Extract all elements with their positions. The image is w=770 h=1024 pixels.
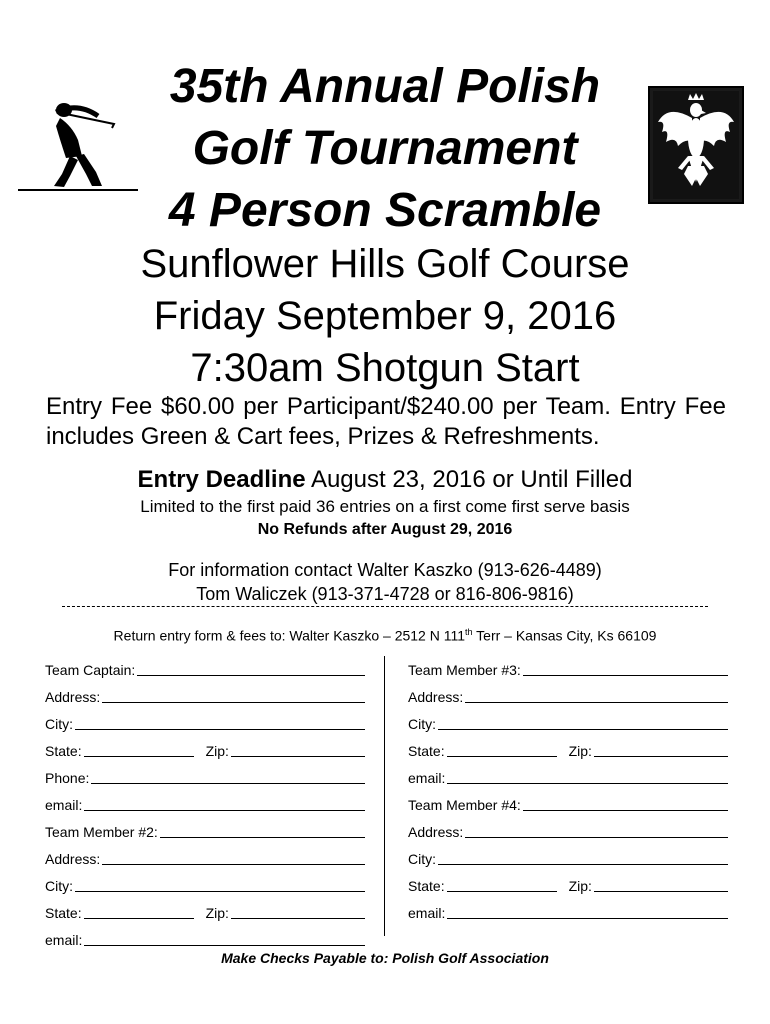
member4-city-line[interactable] xyxy=(438,848,728,865)
venue-line-3: 7:30am Shotgun Start xyxy=(190,346,580,390)
member3-email-label: email: xyxy=(408,770,446,786)
captain-email-field[interactable] xyxy=(45,789,365,816)
member3-address-field[interactable] xyxy=(408,681,728,708)
team-member-3-line[interactable] xyxy=(523,659,728,676)
member2-city-line[interactable] xyxy=(75,875,365,892)
member3-state-line[interactable] xyxy=(447,740,557,757)
member2-address-line[interactable] xyxy=(102,848,365,865)
deadline-text: August 23, 2016 or Until Filled xyxy=(305,466,633,493)
captain-city-field[interactable] xyxy=(45,708,365,735)
captain-address-line[interactable] xyxy=(102,686,365,703)
title-line-3: 4 Person Scramble xyxy=(168,184,602,237)
member4-city-label: City: xyxy=(408,851,436,867)
captain-state-line[interactable] xyxy=(84,740,194,757)
entry-fee-text: Entry Fee $60.00 per Participant/$240.00 per Team. Entry Fee includes Green & Cart fees, Prizes & Refreshments. xyxy=(46,393,726,450)
form-right-column xyxy=(408,654,728,924)
member4-state-label: State: xyxy=(408,878,445,894)
contact-info xyxy=(0,558,770,606)
member3-address-line[interactable] xyxy=(465,686,728,703)
member3-city-field[interactable] xyxy=(408,708,728,735)
captain-address-field[interactable] xyxy=(45,681,365,708)
team-member-4-label: Team Member #4: xyxy=(408,797,521,813)
member4-email-label: email: xyxy=(408,905,446,921)
no-refunds-text: No Refunds after August 29, 2016 xyxy=(257,521,513,538)
captain-city-line[interactable] xyxy=(75,713,365,730)
venue-block xyxy=(0,238,770,394)
member2-zip-label: Zip: xyxy=(205,905,229,921)
member3-email-line[interactable] xyxy=(447,767,728,784)
captain-zip-label: Zip: xyxy=(205,743,229,759)
member3-state-zip-field[interactable] xyxy=(408,735,728,762)
return-address xyxy=(0,622,770,646)
member3-zip-label: Zip: xyxy=(568,743,592,759)
return-superscript: th xyxy=(465,627,473,637)
team-member-2-field[interactable] xyxy=(45,816,365,843)
limited-entries-text: Limited to the first paid 36 entries on a first come first serve basis xyxy=(140,497,630,516)
title-line-1: 35th Annual Polish xyxy=(169,60,601,113)
contact-line-1: For information contact Walter Kaszko (913-626-4489) xyxy=(168,560,602,580)
member3-zip-line[interactable] xyxy=(594,740,728,757)
member4-zip-line[interactable] xyxy=(594,875,728,892)
team-captain-line[interactable] xyxy=(137,659,365,676)
member2-address-field[interactable] xyxy=(45,843,365,870)
member4-email-line[interactable] xyxy=(447,902,728,919)
make-checks-payable: Make Checks Payable to: Polish Golf Association xyxy=(221,950,549,966)
cut-line-divider xyxy=(62,606,708,607)
return-text-end: Terr – Kansas City, Ks 66109 xyxy=(472,627,657,644)
title-line-2: Golf Tournament xyxy=(192,122,578,175)
member2-address-label: Address: xyxy=(45,851,101,867)
team-member-2-line[interactable] xyxy=(160,821,365,838)
venue-line-2: Friday September 9, 2016 xyxy=(153,294,617,338)
member2-state-label: State: xyxy=(45,905,82,921)
return-text-start: Return entry form & fees to: Walter Kaszko – 2512 N 111 xyxy=(113,627,466,644)
member3-address-label: Address: xyxy=(408,689,464,705)
member4-email-field[interactable] xyxy=(408,897,728,924)
member4-state-line[interactable] xyxy=(447,875,557,892)
form-left-column xyxy=(45,654,365,951)
captain-phone-line[interactable] xyxy=(91,767,365,784)
member2-email-field[interactable] xyxy=(45,924,365,951)
team-member-4-field[interactable] xyxy=(408,789,728,816)
member4-city-field[interactable] xyxy=(408,843,728,870)
member4-address-line[interactable] xyxy=(465,821,728,838)
member2-city-label: City: xyxy=(45,878,73,894)
tournament-title xyxy=(0,56,770,242)
member3-city-line[interactable] xyxy=(438,713,728,730)
member3-state-label: State: xyxy=(408,743,445,759)
deadline-label: Entry Deadline xyxy=(137,466,306,493)
form-column-divider xyxy=(384,656,385,936)
member2-email-line[interactable] xyxy=(84,929,365,946)
member4-state-zip-field[interactable] xyxy=(408,870,728,897)
member2-zip-line[interactable] xyxy=(231,902,365,919)
entry-deadline xyxy=(0,465,770,495)
member2-city-field[interactable] xyxy=(45,870,365,897)
member3-email-field[interactable] xyxy=(408,762,728,789)
team-member-3-field[interactable] xyxy=(408,654,728,681)
member2-state-zip-field[interactable] xyxy=(45,897,365,924)
team-member-4-line[interactable] xyxy=(523,794,728,811)
contact-line-2: Tom Waliczek (913-371-4728 or 816-806-9816) xyxy=(196,584,574,604)
captain-city-label: City: xyxy=(45,716,73,732)
member4-address-field[interactable] xyxy=(408,816,728,843)
member4-address-label: Address: xyxy=(408,824,464,840)
captain-address-label: Address: xyxy=(45,689,101,705)
member2-state-line[interactable] xyxy=(84,902,194,919)
captain-state-zip-field[interactable] xyxy=(45,735,365,762)
venue-line-1: Sunflower Hills Golf Course xyxy=(140,242,630,286)
member4-zip-label: Zip: xyxy=(568,878,592,894)
team-member-3-label: Team Member #3: xyxy=(408,662,521,678)
team-member-2-label: Team Member #2: xyxy=(45,824,158,840)
captain-email-label: email: xyxy=(45,797,83,813)
captain-phone-field[interactable] xyxy=(45,762,365,789)
captain-zip-line[interactable] xyxy=(231,740,365,757)
member2-email-label: email: xyxy=(45,932,83,948)
member3-city-label: City: xyxy=(408,716,436,732)
team-captain-label: Team Captain: xyxy=(45,662,136,678)
captain-phone-label: Phone: xyxy=(45,770,90,786)
team-captain-field[interactable] xyxy=(45,654,365,681)
captain-state-label: State: xyxy=(45,743,82,759)
captain-email-line[interactable] xyxy=(84,794,365,811)
